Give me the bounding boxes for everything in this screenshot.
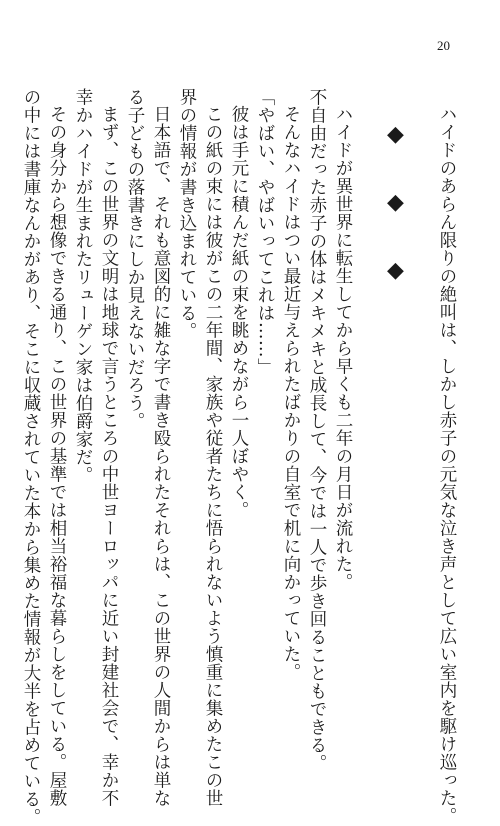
text-line: ハイドのあらん限りの絶叫は、しかし赤子の元気な泣き声として広い室内を駆け巡った。 [437, 105, 457, 825]
text-line: この紙の束には彼がこの二年間、家族や従者たちに悟られないよう慎重に集めたこの世 [203, 105, 223, 807]
text-line: その身分から想像できる通り、この世界の基準では相当裕福な暮らしをしている。屋敷 [47, 105, 67, 807]
text-line: 界の情報が書き込まれている。 [177, 88, 197, 340]
text-line: まず、この世界の文明は地球で言うところの中世ヨーロッパに近い封建社会で、幸か不 [99, 105, 119, 807]
text-line: る子どもの落書きにしか見えないだろう。 [125, 88, 145, 430]
text-line: 不自由だった赤子の体はメキメキと成長して、今では一人で歩き回ることもできる。 [307, 88, 327, 772]
text-line: ハイドが異世界に転生してから早くも二年の月日が流れた。 [333, 105, 353, 591]
body-text [18, 88, 460, 826]
text-line: 「やばい、やばいってこれは……」 [255, 88, 275, 376]
text-line: 日本語で、それも意図的に雑な字で書き殴られたそれらは、この世界の人間からは単な [151, 105, 171, 807]
text-line: そんなハイドはつい最近与えられたばかりの自室で机に向かっていた。 [281, 105, 301, 681]
text-line: の中には書庫なんかがあり、そこに収蔵されていた本から集めた情報が大半を占めている。 [21, 88, 41, 826]
scene-break-mark: ◆ ◆ ◆ [383, 122, 408, 301]
text-line: 彼は手元に積んだ紙の束を眺めながら一人ぼやく。 [229, 105, 249, 519]
page-number: 20 [437, 38, 450, 53]
text-line: 幸かハイドが生まれたリューゲン家は伯爵家だ。 [73, 88, 93, 484]
